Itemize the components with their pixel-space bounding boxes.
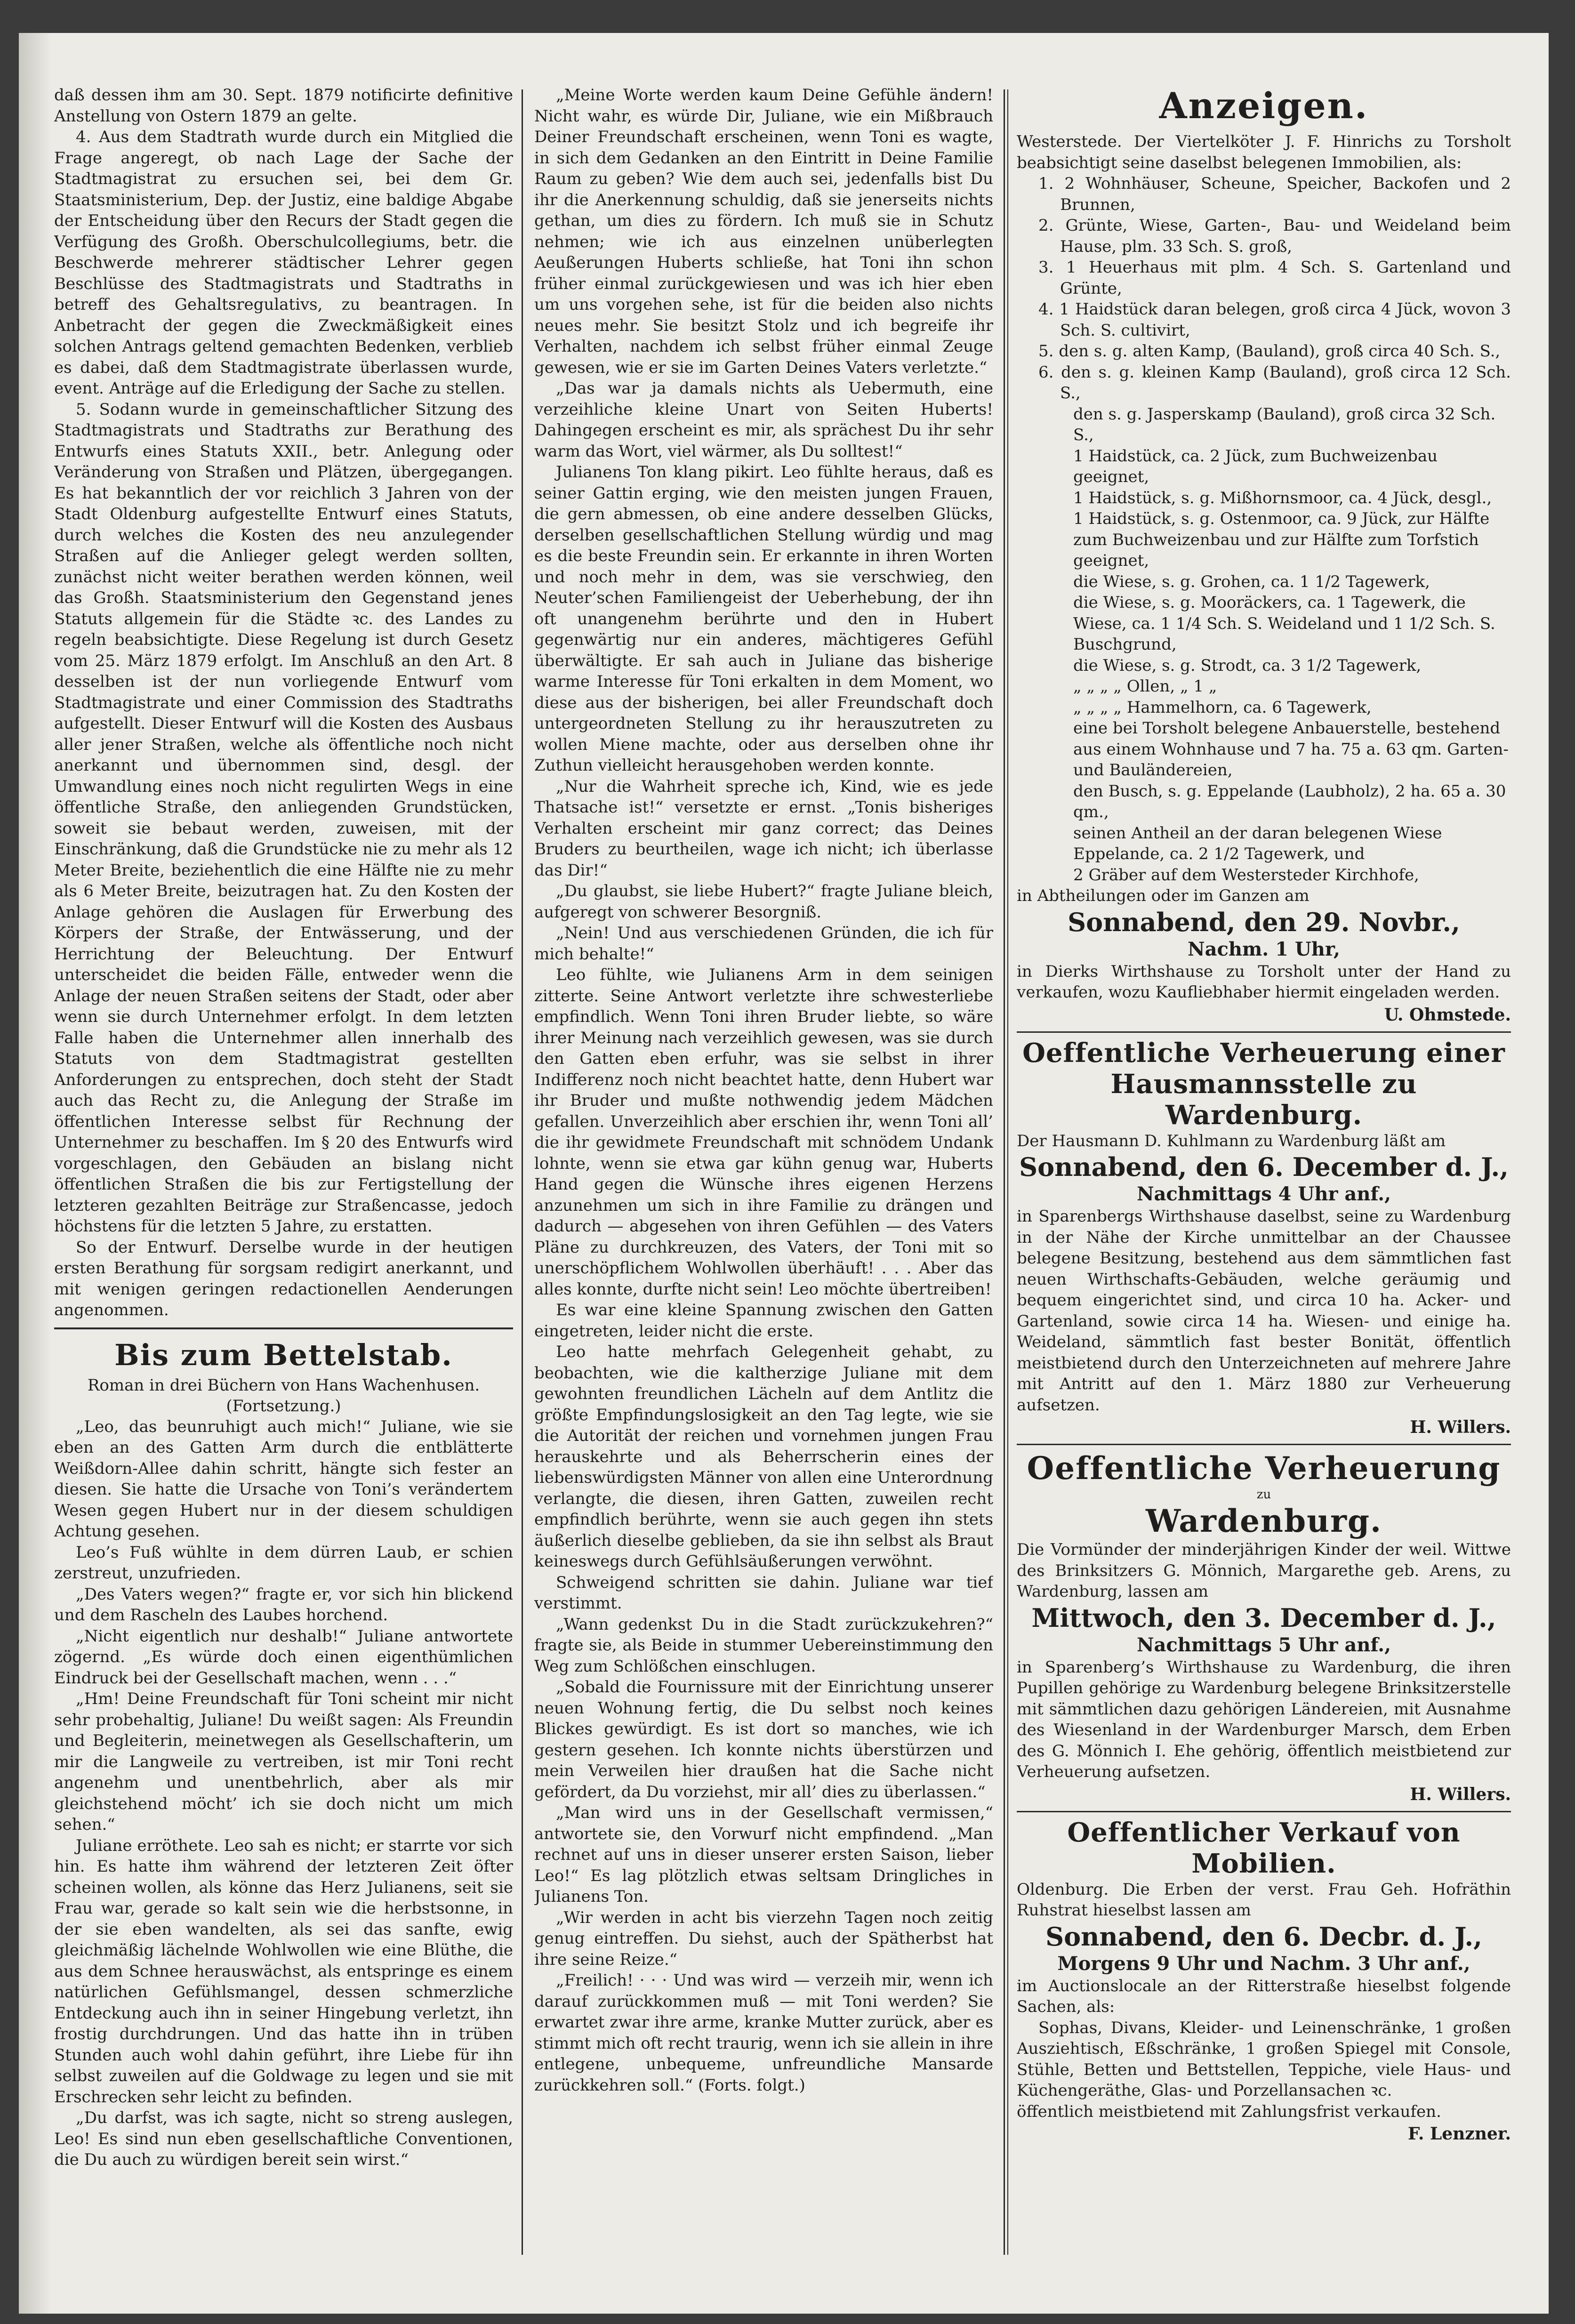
- ad-subitem: eine bei Torsholt belegene Anbauerstelle, bestehend aus einem Wohnhause und 7 ha. 75 a. 63 qm. Garten- und Bauländereien,: [1073, 719, 1509, 780]
- ad-text: in Abtheilungen oder im Ganzen am: [1017, 886, 1310, 905]
- ad-divider: [1017, 1031, 1511, 1033]
- column-rule: [522, 89, 523, 2255]
- ad-item: 5. den s. g. alten Kamp, (Bauland), groß circa 40 Sch. S.,: [1038, 342, 1501, 361]
- column-a: [54, 85, 513, 2278]
- article-paragraph: 5. Sodann wurde in gemeinschaftlicher Sitzung des Stadtmagistrats und Stadtraths zur Berathung des Entwurfs eines Statuts XXII., betr. Anlegung oder Veränderung von Straßen und Plätzen, übergegangen. Es hat bekanntlich der vor reichlich 3 Jahren von der Stadt Oldenburg aufgestellte Entwurf eines Statuts, durch welches die Kosten des neu anzulegender Straßen auf die Anlieger gelegt werden sollten, zunächst nicht weiter berathen werden können, weil das Großh. Staatsministerium den Gegenstand jenes Statuts allgemein für die Städte ꝛc. des Landes zu regeln beabsichtigte. Diese Regelung ist durch Gesetz vom 25. März 1879 erfolgt. Im Anschluß an den Art. 8 desselben ist der nun vorliegende Entwurf vom Stadtmagistrate und einer Commission des Stadtraths aufgestellt. Dieser Entwurf will die Kosten des Ausbaus aller jener Straßen, welche als öffentliche noch nicht anerkannt und übernommen sind, desgl. der Umwandlung eines noch nicht regulirten Wegs in eine öffentliche Straße, den anliegenden Grundstücken, soweit sie bebaut werden, zuweisen, mit der Einschränkung, daß die Grundstücke nie zu mehr als 12 Meter Breite, beziehentlich die eine Hälfte nie zu mehr als 6 Meter Breite, beizutragen hat. Zu den Kosten der Anlage gehören die Auslagen für Erwerbung des Körpers der Straße, der Entwässerung, und der Herrichtung der Beleuchtung. Der Entwurf unterscheidet die beiden Fälle, entweder wenn die Anlage der neuen Straßen seitens der Stadt, oder aber wenn sie durch Unternehmer erfolgt. In dem letzten Falle haben die Unternehmer allen innerhalb des Statuts von dem Stadtmagistrat gestellten Anforderungen zu entsprechen, doch steht der Stadt auch das Recht zu, die Anlegung der Straße im öffentlichen Interesse selbst für Rechnung der Unternehmer zu beschaffen. Im § 20 des Entwurfs wird vorgeschlagen, den Gebäuden an bislang nicht öffentlichen Straßen die bis zur Fertigstellung der letzteren gezahlten Beiträge zur Straßencasse, jedoch höchstens für die letzten 5 Jahre, zu erstatten.: [54, 400, 513, 1236]
- ad-text: öffentlich meistbietend mit Zahlungsfrist verkaufen.: [1017, 2102, 1441, 2121]
- novel-title: Bis zum Bettelstab.: [114, 1337, 453, 1372]
- novel-paragraph: „Meine Worte werden kaum Deine Gefühle ändern! Nicht wahr, es würde Dir, Juliane, wie ein Mißbrauch Deiner Freundschaft erscheinen, wenn Toni es wagte, in sich dem Gedanken an den Eintritt in Deine Familie Raum zu geben? Wie dem auch sei, jedenfalls bist Du ihr die Anerkennung schuldig, daß sie jenerseits nichts gethan, um dies zu fördern. Ich muß sie in Schutz nehmen; wie ich aus einzelnen unüberlegten Aeußerungen Huberts schließe, hat Toni ihn schon früher einmal zurückgewiesen und was ich hier eben um uns vorgehen sehe, ist für die beiden also nichts neues mehr. Sie besitzt Stolz und ich begreife ihr Verhalten, nachdem ich selbst früher einmal Zeuge gewesen, wie er sie im Garten Deines Vaters verletzte.“: [534, 86, 993, 377]
- ad-subitem: 2 Gräber auf dem Westersteder Kirchhofe,: [1073, 865, 1419, 885]
- ad-date: Sonnabend, den 6. December d. J.,: [1019, 1152, 1509, 1182]
- ad-wardenburg: [1017, 1450, 1511, 1806]
- novel-paragraph: Juliane erröthete. Leo sah es nicht; er starrte vor sich hin. Es hatte ihm während der letzteren Zeit öfter scheinen wollen, als könne das Herz Julianens, seit sie Frau war, gerade so kalt sein wie die herbstsonne, in der sie eben wandelten, als sei das sanfte, ewig gleichmäßig lächelnde Wohlwollen wie eine Blüthe, die aus dem Schnee herauswächst, als entspringe es einem natürlichen Gefühlsmangel, dessen schmerzliche Entdeckung auch ihn in seiner Hingebung verletzt, ihn frostig durchdrungen. Und das hatte ihn in trüben Stunden auch wohl dahin geführt, ihre Liebe für ihn selbst zuweilen auf die Goldwage zu legen und sie mit Erschrecken sehr leicht zu befinden.: [54, 1836, 513, 2107]
- novel-paragraph: „Das war ja damals nichts als Uebermuth, eine verzeihliche kleine Unart von Seiten Huberts! Dahingegen erscheint es mir, als sprächest Du ihr sehr warm das Wort, viel wärmer, als Du solltest!“: [534, 379, 993, 461]
- novel-paragraph: „Nur die Wahrheit spreche ich, Kind, wie es jede Thatsache ist!“ versetzte er ernst. „Tonis bisheriges Verhalten erscheint mir ganz correct; das Deines Bruders zu beurtheilen, wage ich nicht; ich überlasse das Dir!“: [534, 777, 993, 880]
- ad-westerstede: [1017, 131, 1511, 1027]
- novel-paragraph: „Nicht eigentlich nur deshalb!“ Juliane antwortete zögernd. „Es würde doch einen eigenthümlichen Eindruck bei der Gesellschaft machen, wenn . . .“: [54, 1626, 513, 1688]
- novel-paragraph: Es war eine kleine Spannung zwischen den Gatten eingetreten, leider nicht die erste.: [534, 1301, 993, 1341]
- novel-paragraph: Schweigend schritten sie dahin. Juliane war tief verstimmt.: [534, 1573, 993, 1613]
- ad-time: Morgens 9 Uhr und Nachm. 3 Uhr anf.,: [1057, 1952, 1471, 1975]
- novel-paragraph: „Freilich! · · · Und was wird — verzeih mir, wenn ich darauf zurückkommen muß — mit Toni werden? Sie erwartet zwar ihre arme, kranke Mutter zurück, aber es stimmt mich oft recht traurig, wenn ich sie allein in ihre entlegene, unbequeme, unfreundliche Mansarde zurückkehren soll.“ (Forts. folgt.): [534, 1971, 993, 2095]
- ad-subitem: den s. g. Jasperskamp (Bauland), groß circa 32 Sch. S.,: [1073, 404, 1496, 444]
- novel-paragraph: „Man wird uns in der Gesellschaft vermissen,“ antwortete sie, den Vorwurf nicht empfindend. „Man rechnet auf uns in dieser unserer ersten Saison, lieber Leo!“ Es lag plötzlich etwas seltsam Dringliches in Julianens Ton.: [534, 1803, 993, 1906]
- ad-subitem: „ „ „ „ Ollen, „ 1 „: [1073, 677, 1217, 696]
- ad-item: 3. 1 Heuerhaus mit plm. 4 Sch. S. Gartenland und Grünte,: [1038, 258, 1511, 298]
- newspaper-page: [19, 33, 1549, 2314]
- novel-subtitle: Roman in drei Büchern von Hans Wachenhusen.: [87, 1375, 480, 1395]
- column-rule: [1007, 89, 1008, 2255]
- ad-signature: H. Willers.: [1410, 1784, 1511, 1804]
- ad-text: im Auctionslocale an der Ritterstraße hieselbst folgende Sachen, als:: [1017, 1976, 1511, 2016]
- ad-title: Wardenburg.: [1145, 1503, 1382, 1539]
- ad-divider: [1017, 1811, 1511, 1812]
- ad-signature: U. Ohmstede.: [1384, 1005, 1511, 1025]
- ad-intro: Westerstede. Der Viertelköter J. F. Hinrichs zu Torsholt beabsichtigt seine daselbst belegenen Immobilien, als:: [1017, 132, 1511, 172]
- novel-paragraph: Leo fühlte, wie Julianens Arm in dem seinigen zitterte. Seine Antwort verletzte ihre schwesterliebe empfindlich. Wenn Toni ihren Bruder liebte, so wäre ihrer Meinung nach verzeihlich gewesen, was sie durch den Gatten eben erfuhr, was sie selbst in ihrer Indifferenz noch nicht beachtet hatte, denn Hubert war ihr Bruder und mußte nothwendig jedem Mädchen gefallen. Unverzeihlich aber erschien ihr, wenn Toni all’ die ihr gewidmete Freundschaft mit schnödem Undank lohnte, wenn sie etwa gar kühn genug war, Huberts Hand gegen die Wünsche ihres eigenen Herzens anzunehmen um sich in ihre Familie zu drängen und dadurch — abgesehen von ihren Gefühlen — des Vaters Pläne zu durchkreuzen, des Vaters, der Toni mit so unerschöpflichem Wohlwollen überhäuft! . . . Aber das alles konnte, durfte nicht sein! Leo möchte übertreiben!: [534, 965, 993, 1299]
- column-b: [534, 85, 993, 2278]
- ad-item: 6. den s. g. kleinen Kamp (Bauland), groß circa 12 Sch. S.,: [1038, 362, 1511, 402]
- article-paragraph: 4. Aus dem Stadtrath wurde durch ein Mitglied die Frage angeregt, ob nach Lage der Sache der Stadtmagistrat zu ersuchen sei, bei dem Gr. Staatsministerium, Dep. der Justiz, eine baldige Abgabe der Entscheidung über den Recurs der Stadt gegen die Verfügung des Großh. Oberschulcollegiums, betr. die Beschwerde mehrerer städtischer Lehrer gegen Beschlüsse des Stadtmagistrats und Stadtraths in betreff des Gehaltsregulativs, zu beantragen. In Anbetracht der gegen die Zweckmäßigkeit eines solchen Antrags geltend gemachten Bedenken, verblieb es dabei, daß dem Stadtmagistrate überlassen wurde, event. Anträge auf die Erledigung der Sache zu stellen.: [54, 128, 513, 398]
- ad-title: Oeffentliche Verheuerung: [1027, 1450, 1501, 1487]
- novel-paragraph: „Du darfst, was ich sagte, nicht so streng auslegen, Leo! Es sind nun eben gesellschaftliche Conventionen, die Du auch zu würdigen bereit sein wirst.“: [54, 2108, 513, 2169]
- ad-mobilien: [1017, 1817, 1511, 2146]
- ad-intro: Oldenburg. Die Erben der verst. Frau Geh. Hofräthin Ruhstrat hieselbst lassen am: [1017, 1880, 1511, 1920]
- ad-item: 1. 2 Wohnhäuser, Scheune, Speicher, Backofen und 2 Brunnen,: [1038, 174, 1511, 214]
- ad-time: Nachm. 1 Uhr,: [1188, 938, 1340, 960]
- ad-intro: Die Vormünder der minderjährigen Kinder der weil. Wittwe des Brinksitzers G. Mönnich, Margarethe geb. Arens, zu Wardenburg, lassen am: [1017, 1540, 1511, 1601]
- ad-title-connector: zu: [1256, 1488, 1271, 1502]
- ad-subitem: den Busch, s. g. Eppelande (Laubholz), 2 ha. 65 a. 30 qm.,: [1073, 781, 1506, 821]
- ad-hausmannsstelle: [1017, 1037, 1511, 1439]
- ad-title: Oeffentlicher Verkauf von Mobilien.: [1067, 1817, 1461, 1879]
- ad-subitem: 1 Haidstück, s. g. Mißhornsmoor, ca. 4 Jück, desgl.,: [1073, 488, 1492, 507]
- ad-subitem: 1 Haidstück, s. g. Ostenmoor, ca. 9 Jück, zur Hälfte zum Buchweizenbau und zur Hälfte zum Torfstich geeignet,: [1073, 509, 1490, 570]
- novel-paragraph: Leo hatte mehrfach Gelegenheit gehabt, zu beobachten, wie die kaltherzige Juliane mit dem gewohnten freundlichen Lächeln auf dem Antlitz die größte Empfindungslosigkeit an den Tag legte, wie sie die Autorität der reichen und vornehmen jungen Frau herauskehrte und als Beherrscherin eines der liebenswürdigsten Männer von allen eine Unterordnung verlangte, die diesen, ihren Gatten, zuweilen recht empfindlich berührte, wenn sie auch gegen ihn stets äußerlich dieselbe geblieben, da sie ihn selbst als Braut keineswegs durch Gefühlsäußerungen verwöhnt.: [534, 1343, 993, 1571]
- ad-title: Oeffentliche Verheuerung einer: [1022, 1037, 1505, 1069]
- novel-paragraph: „Nein! Und aus verschiedenen Gründen, die ich für mich behalte!“: [534, 924, 993, 964]
- novel-paragraph: „Wann gedenkst Du in die Stadt zurückzukehren?“ fragte sie, als Beide in stummer Uebereinstimmung den Weg zum Schlößchen einschlugen.: [534, 1615, 993, 1676]
- ad-date: Mittwoch, den 3. December d. J.,: [1031, 1602, 1496, 1633]
- article-paragraph: So der Entwurf. Derselbe wurde in der heutigen ersten Berathung für sorgsam redigirt anerkannt, und mit wenigen geringen redactionellen Aenderungen angenommen.: [54, 1238, 513, 1319]
- ad-text: Sophas, Divans, Kleider- und Leinenschränke, 1 großen Ausziehtisch, Eßschränke, 1 großen Spiegel mit Console, Stühle, Betten und Bettstellen, Teppiche, viele Haus- und Küchengeräthe, Glas- und Porzellansachen ꝛc.: [1017, 2018, 1511, 2100]
- ad-date: Sonnabend, den 29. Novbr.,: [1068, 907, 1460, 937]
- novel-paragraph: „Leo, das beunruhigt auch mich!“ Juliane, wie sie eben an des Gatten Arm durch die entblätterte Weißdorn-Allee dahin schritt, hängte sich fester an diesen. Sie hatte die Ursache von Toni’s verändertem Wesen gegen Hubert nur in der diesem schuldigen Achtung gesehen.: [54, 1417, 513, 1541]
- novel-continued: (Fortsetzung.): [226, 1396, 341, 1415]
- ad-text: in Sparenberg’s Wirthshause zu Wardenburg, die ihren Pupillen gehörige zu Wardenburg belegene Brinksitzerstelle mit sämmtlichen dazu gehörigen Ländereien, mit Ausnahme des Wiesenland in der Wardenburger Marsch, dem Erben des G. Mönnich I. Ehe gehörig, öffentlich meistbietend zur Verheuerung aufsetzen.: [1017, 1657, 1511, 1781]
- ad-date: Sonnabend, den 6. Decbr. d. J.,: [1045, 1921, 1482, 1952]
- section-divider: [54, 1327, 513, 1329]
- ad-item: 2. Grünte, Wiese, Garten-, Bau- und Weideland beim Hause, plm. 33 Sch. S. groß,: [1038, 216, 1511, 256]
- novel-paragraph: „Hm! Deine Freundschaft für Toni scheint mir nicht sehr probehaltig, Juliane! Du weißt sagen: Als Freundin und Begleiterin, meinetwegen als Gesellschafterin, um mir die Langweile zu vertreiben, ist mir Toni recht angenehm und unentbehrlich, aber als mir gleichstehend möcht’ ich sie doch nicht um mich sehen.“: [54, 1689, 513, 1834]
- ads-header: Anzeigen.: [1159, 85, 1369, 127]
- ad-subitem: „ „ „ „ Hammelhorn, ca. 6 Tagewerk,: [1073, 698, 1372, 717]
- ad-divider: [1017, 1444, 1511, 1445]
- ad-subitem: seinen Antheil an der daran belegenen Wiese Eppelande, ca. 2 1/2 Tagewerk, und: [1073, 823, 1442, 863]
- ad-text: in Dierks Wirthshause zu Torsholt unter der Hand zu verkaufen, wozu Kaufliebhaber hiermit eingeladen werden.: [1017, 962, 1511, 1002]
- ad-item: 4. 1 Haidstück daran belegen, groß circa 4 Jück, wovon 3 Sch. S. cultivirt,: [1038, 300, 1511, 340]
- article-paragraph: daß dessen ihm am 30. Sept. 1879 notificirte definitive Anstellung von Ostern 1879 an gelte.: [54, 86, 513, 126]
- novel-paragraph: „Des Vaters wegen?“ fragte er, vor sich hin blickend und dem Rascheln des Laubes horchend.: [54, 1584, 513, 1624]
- ad-subitem: 1 Haidstück, ca. 2 Jück, zum Buchweizenbau geeignet,: [1073, 446, 1438, 486]
- ad-subitem: die Wiese, s. g. Grohen, ca. 1 1/2 Tagewerk,: [1073, 572, 1430, 591]
- ad-text: in Sparenbergs Wirthshause daselbst, seine zu Wardenburg in der Nähe der Kirche unmittelbar an der Chaussee belegene Besitzung, bestehend aus dem sämmtlichen fast neuen Wirthschafts-Gebäuden, welche geräumig und bequem eingerichtet sind, und circa 10 ha. Acker- und Gartenland, sowie circa 14 ha. Wiesen- und einige ha. Weideland, sämmtlich fast bester Bonität, öffentlich meistbietend durch den Unterzeichneten auf mehrere Jahre mit Antritt auf den 1. März 1880 zur Verheuerung aufsetzen.: [1017, 1207, 1511, 1415]
- novel-paragraph: „Du glaubst, sie liebe Hubert?“ fragte Juliane bleich, aufgeregt von schwerer Besorgniß.: [534, 882, 993, 922]
- ad-title: Hausmannsstelle zu Wardenburg.: [1110, 1068, 1417, 1131]
- novel-paragraph: „Sobald die Fournissure mit der Einrichtung unserer neuen Wohnung fertig, die Du selbst noch keines Blickes gewürdigt. Es ist dort so manches, wie ich gestern gesehen. Ich konnte nichts überstürzen und mein Verweilen hier draußen hat die Sache nicht gefördert, da Du vorziehst, mir all’ dies zu überlassen.“: [534, 1678, 993, 1801]
- page-binding-edge: [19, 33, 52, 2314]
- ad-subitem: die Wiese, s. g. Mooräckers, ca. 1 Tagewerk, die Wiese, ca. 1 1/4 Sch. S. Weideland und 1 1/2 Sch. S. Buschgrund,: [1073, 593, 1495, 654]
- ad-time: Nachmittags 4 Uhr anf.,: [1136, 1183, 1391, 1205]
- novel-paragraph: Leo’s Fuß wühlte in dem dürren Laub, er schien zerstreut, unzufrieden.: [54, 1543, 513, 1583]
- ad-signature: F. Lenzner.: [1407, 2124, 1511, 2144]
- column-ads: [1017, 85, 1511, 2278]
- novel-paragraph: „Wir werden in acht bis vierzehn Tagen noch zeitig genug eintreffen. Du siehst, auch der Spätherbst hat ihre seine Reize.“: [534, 1908, 993, 1969]
- ad-time: Nachmittags 5 Uhr anf.,: [1136, 1633, 1391, 1656]
- ad-signature: H. Willers.: [1410, 1417, 1511, 1437]
- column-rule: [1004, 89, 1005, 2255]
- ad-subitem: die Wiese, s. g. Strodt, ca. 3 1/2 Tagewerk,: [1073, 656, 1422, 675]
- ad-intro: Der Hausmann D. Kuhlmann zu Wardenburg läßt am: [1017, 1131, 1446, 1150]
- novel-paragraph: Julianens Ton klang pikirt. Leo fühlte heraus, daß es seiner Gattin erging, wie den meisten jungen Frauen, die gern abmessen, ob eine andere desselben Glücks, derselben gesellschaftlichen Stellung würdig und mag es die beste Freundin sein. Er erkannte in ihren Worten und noch mehr in dem, was sie verschwieg, den Neuter’schen Familiengeist der Ueberhebung, der ihn oft unangenehm berührte und den in Hubert gegenwärtig nur ein anderes, mächtigeres Gefühl überwältigte. Er sah auch in Juliane das bisherige warme Interesse für Toni erkalten in dem Moment, wo diese aus der bisherigen, bei aller Freundschaft doch untergeordneten Stellung zu ihr herauszutreten zu wollen Miene machte, oder aus derselben ohne ihr Zuthun vielleicht herausgehoben werden konnte.: [534, 463, 993, 775]
